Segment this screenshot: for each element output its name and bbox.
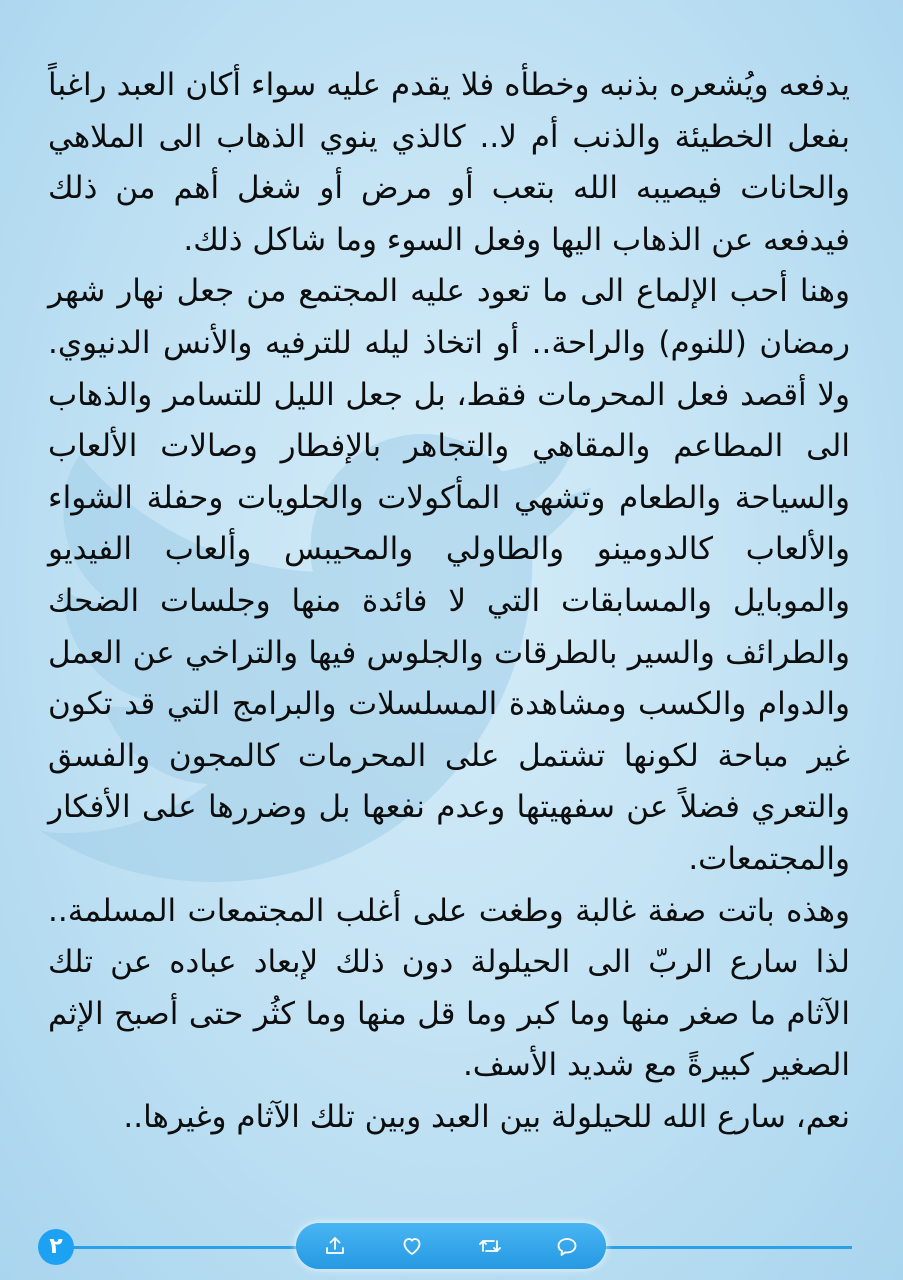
paragraph-3: وهذه باتت صفة غالبة وطغت على أغلب المجتمعات المسلمة.. لذا سارع الربّ الى الحيلولة دون ذلك لإبعاد عباده عن تلك الآثام ما صغر منها وما كبر وما قل منها وما كثُر حتى أصبح الإثم الصغير كبيرةً مع شديد الأسف. xyxy=(48,892,850,1084)
page-number-badge: ٢ xyxy=(38,1229,74,1265)
tweet-action-bar xyxy=(296,1223,606,1269)
page-footer xyxy=(38,1220,852,1276)
article-body xyxy=(48,60,850,1143)
like-icon[interactable] xyxy=(397,1231,427,1261)
reply-icon[interactable] xyxy=(552,1231,582,1261)
paragraph-1: يدفعه ويُشعره بذنبه وخطأه فلا يقدم عليه سواء أكان العبد راغباً بفعل الخطيئة والذنب أم لا.. كالذي ينوي الذهاب الى الملاهي والحانات فيصيبه الله بتعب أو مرض أو شغل أهم من ذلك فيدفعه عن الذهاب اليها وفعل السوء وما شاكل ذلك. xyxy=(48,67,850,258)
paragraph-4: نعم، سارع الله للحيلولة بين العبد وبين تلك الآثام وغيرها.. xyxy=(123,1098,850,1135)
share-icon[interactable] xyxy=(320,1231,350,1261)
retweet-icon[interactable] xyxy=(475,1231,505,1261)
paragraph-2: وهنا أحب الإلماع الى ما تعود عليه المجتمع من جعل نهار شهر رمضان (للنوم) والراحة.. أو اتخاذ ليله للترفيه والأنس الدنيوي. ولا أقصد فعل المحرمات فقط، بل جعل الليل للتسامر والذهاب الى المطاعم والمقاهي والتجاهر بالإفطار وصالات الألعاب والسياحة والطعام وتشهي المأكولات والحلويات وحفلة الشواء والألعاب كالدومينو والطاولي والمحيبس وألعاب الفيديو والموبايل والمسابقات التي لا فائدة منها وجلسات الضحك والطرائف والسير بالطرقات والجلوس فيها والتراخي عن العمل والدوام والكسب ومشاهدة المسلسلات والبرامج التي قد تكون غير مباحة لكونها تشتمل على المحرمات كالمجون والفسق والتعري فضلاً عن سفهيتها وعدم نفعها بل وضررها على الأفكار والمجتمعات. xyxy=(48,273,850,877)
